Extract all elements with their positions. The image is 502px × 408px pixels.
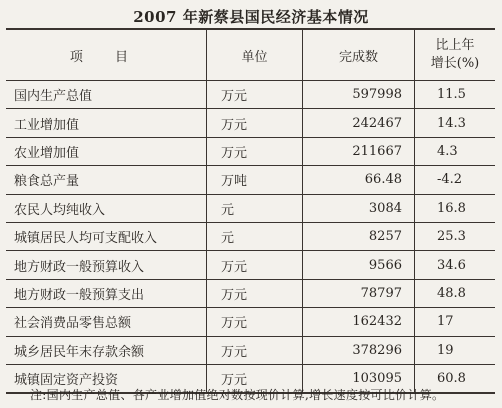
cell-item: 社会消费品零售总额 [14, 316, 132, 332]
cell-growth: 25.3 [414, 223, 495, 250]
cell-unit: 元 [206, 195, 302, 222]
cell-growth: 19 [414, 337, 495, 364]
economic-data-table [6, 28, 495, 394]
cell-item: 农业增加值 [14, 145, 80, 161]
cell-unit: 万元 [206, 109, 302, 136]
cell-amount: 9566 [302, 251, 414, 278]
cell-growth: 60.8 [414, 365, 495, 392]
cell-unit: 万元 [206, 365, 302, 392]
table-row [6, 81, 495, 109]
cell-growth: 4.3 [414, 138, 495, 165]
table-title: 2007 年新蔡县国民经济基本情况 [133, 8, 369, 26]
cell-unit: 元 [206, 223, 302, 250]
cell-amount: 597998 [302, 81, 414, 108]
cell-amount: 162432 [302, 308, 414, 335]
cell-unit: 万元 [206, 280, 302, 307]
cell-growth: 48.8 [414, 280, 495, 307]
header-growth-line2: 增长(%) [430, 56, 480, 71]
cell-item: 国内生产总值 [14, 89, 93, 105]
cell-unit: 万元 [206, 81, 302, 108]
cell-amount: 78797 [302, 280, 414, 307]
cell-item: 工业增加值 [14, 117, 80, 133]
cell-amount: 211667 [302, 138, 414, 165]
cell-item: 农民人均纯收入 [14, 202, 106, 218]
table-row [6, 251, 495, 279]
cell-item: 城镇居民人均可支配收入 [14, 231, 158, 247]
cell-item: 粮食总产量 [14, 174, 80, 190]
cell-amount: 242467 [302, 109, 414, 136]
table-row [6, 138, 495, 166]
cell-unit: 万元 [206, 337, 302, 364]
table-row [6, 109, 495, 137]
table-note: 注:国内生产总值、各产业增加值绝对数按现价计算,增长速度按可比价计算。 [30, 388, 445, 402]
cell-growth: -4.2 [414, 166, 495, 193]
table-body [6, 81, 495, 392]
cell-unit: 万元 [206, 251, 302, 278]
cell-amount: 378296 [302, 337, 414, 364]
table-header-row [6, 30, 495, 81]
header-item: 项 目 [69, 49, 143, 65]
table-row [6, 308, 495, 336]
cell-amount: 8257 [302, 223, 414, 250]
table-row [6, 223, 495, 251]
table-row [6, 195, 495, 223]
cell-growth: 34.6 [414, 251, 495, 278]
table-row [6, 166, 495, 194]
table-row [6, 280, 495, 308]
cell-item: 地方财政一般预算支出 [14, 287, 145, 303]
cell-growth: 16.8 [414, 195, 495, 222]
header-unit: 单位 [206, 30, 302, 80]
cell-growth: 14.3 [414, 109, 495, 136]
header-growth-line1: 比上年 [435, 38, 475, 53]
cell-unit: 万元 [206, 308, 302, 335]
cell-amount: 103095 [302, 365, 414, 392]
cell-item: 城乡居民年末存款余额 [14, 344, 145, 360]
cell-amount: 3084 [302, 195, 414, 222]
cell-item: 地方财政一般预算收入 [14, 259, 145, 275]
cell-growth: 17 [414, 308, 495, 335]
table-row [6, 337, 495, 365]
cell-unit: 万元 [206, 138, 302, 165]
header-growth [414, 30, 495, 80]
cell-amount: 66.48 [302, 166, 414, 193]
cell-growth: 11.5 [414, 81, 495, 108]
cell-item: 城镇固定资产投资 [14, 373, 119, 389]
cell-unit: 万吨 [206, 166, 302, 193]
header-amount: 完成数 [302, 30, 414, 80]
